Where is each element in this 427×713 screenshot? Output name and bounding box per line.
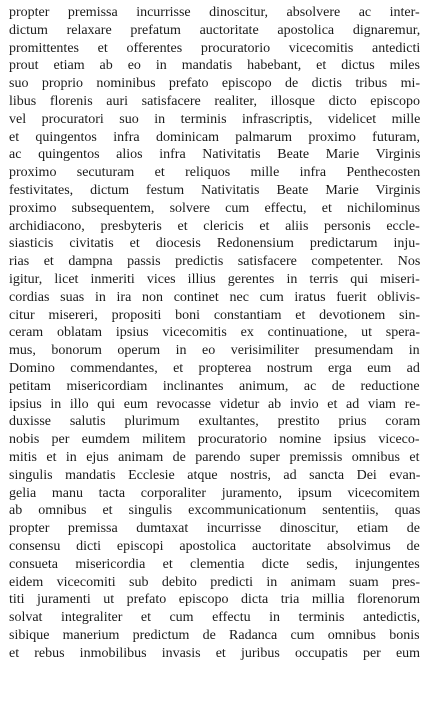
text-line-31: consensu dicti episcopi apostolica auctoritate absolvimus de: [9, 538, 420, 554]
text-line-24: duxisse salutis plurimum exultantes, prestito prius coram: [9, 414, 421, 430]
text-line-2: dictum relaxare prefatum auctoritate apostolica dignaremur,: [9, 22, 421, 38]
text-line-28: gelia manu tacta corporaliter juramento, ipsum vicecomitem: [9, 485, 420, 501]
text-line-18: citur misereri, propositi boni constantiam et devotionem sin-: [9, 307, 421, 323]
text-line-10: proximo secuturam et reliquos mille infra Penthecosten: [9, 165, 421, 181]
text-line-27: singulis mandatis Ecclesie atque nostris, ad sancta Dei evan-: [9, 467, 421, 483]
text-line-13: archidiacono, presbyteris et clericis et aliis personis eccle-: [9, 218, 420, 234]
text-line-9: ac quingentos alios infra Nativitatis Beate Marie Virginis: [9, 147, 421, 163]
text-line-25: nobis per eumdem militem procuratorio nomine ipsius viceco-: [9, 432, 420, 448]
text-line-29: ab omnibus et singulis excommunicationum sententiis, quas: [9, 503, 421, 519]
text-line-11: festivitates, dictum festum Nativitatis Beate Marie Virginis: [9, 182, 421, 198]
text-line-1: propter premissa incurrisse dinoscitur, absolvere ac inter-: [9, 5, 420, 20]
text-line-8: et quingentos infra dominicam palmarum proximo futuram,: [9, 129, 420, 145]
text-line-7: vel procuratori suo in terminis infrascriptis, videlicet mille: [9, 111, 421, 127]
text-line-36: sibique manerium predictum de Radanca cum omnibus bonis: [9, 627, 420, 643]
text-line-12: proximo subsequentem, solvere cum effectu, et nichilominus: [9, 200, 421, 216]
text-line-34: titi juramenti ut prefato episcopo dicta tria millia florenorum: [9, 592, 421, 608]
text-line-15: rias et dampna passis predictis satisfacere competenter. Nos: [9, 254, 421, 270]
text-line-30: propter premissa dumtaxat incurrisse dinoscitur, etiam de: [9, 521, 420, 537]
text-line-35: solvat integraliter et cum effectu in terminis antedictis,: [9, 610, 421, 626]
text-line-32: consueta misericordia et clementia dicte sedis, injungentes: [9, 556, 420, 572]
text-line-3: promittentes et offerentes procuratorio vicecomitis antedicti: [9, 40, 421, 56]
text-line-6: libus florenis auri satisfacere realiter, illosque dicto episcopo: [9, 93, 420, 109]
text-line-17: cordias suas in ira non continet nec cum iratus fuerit oblivis-: [9, 289, 421, 305]
text-line-21: Domino commendantes, et propterea nostrum erga eum ad: [9, 360, 420, 376]
text-line-4: prout etiam ab eo in mandatis habebant, et dictus miles: [9, 58, 420, 74]
text-line-33: eidem vicecomiti sub debito predicti in animam suam pres-: [9, 574, 421, 590]
document-page: [9, 4, 420, 662]
text-line-19: ceram oblatam ipsius vicecomitis ex continuatione, ut spera-: [9, 325, 421, 341]
text-line-37: et rebus inmobilibus invasis et juribus occupatis per eum: [9, 645, 421, 661]
text-line-26: mitis et in ejus animam de parendo super premissis omnibus et: [9, 449, 420, 465]
text-line-23: ipsius in illo qui eum revocasse videtur ab invio et ad viam re-: [9, 396, 421, 412]
text-line-14: siasticis civitatis et diocesis Redonensium predictarum inju-: [9, 236, 420, 252]
text-line-5: suo proprio nominibus prefato episcopo de dictis tribus mi-: [9, 76, 421, 92]
text-line-22: petitam misericordiam inclinantes animum, ac de reductione: [9, 378, 420, 394]
text-line-20: mus, bonorum operum in eo verisimiliter presumendam in: [9, 343, 420, 359]
text-line-16: igitur, licet inmeriti vices illius gerentes in terris qui miseri-: [9, 271, 420, 287]
